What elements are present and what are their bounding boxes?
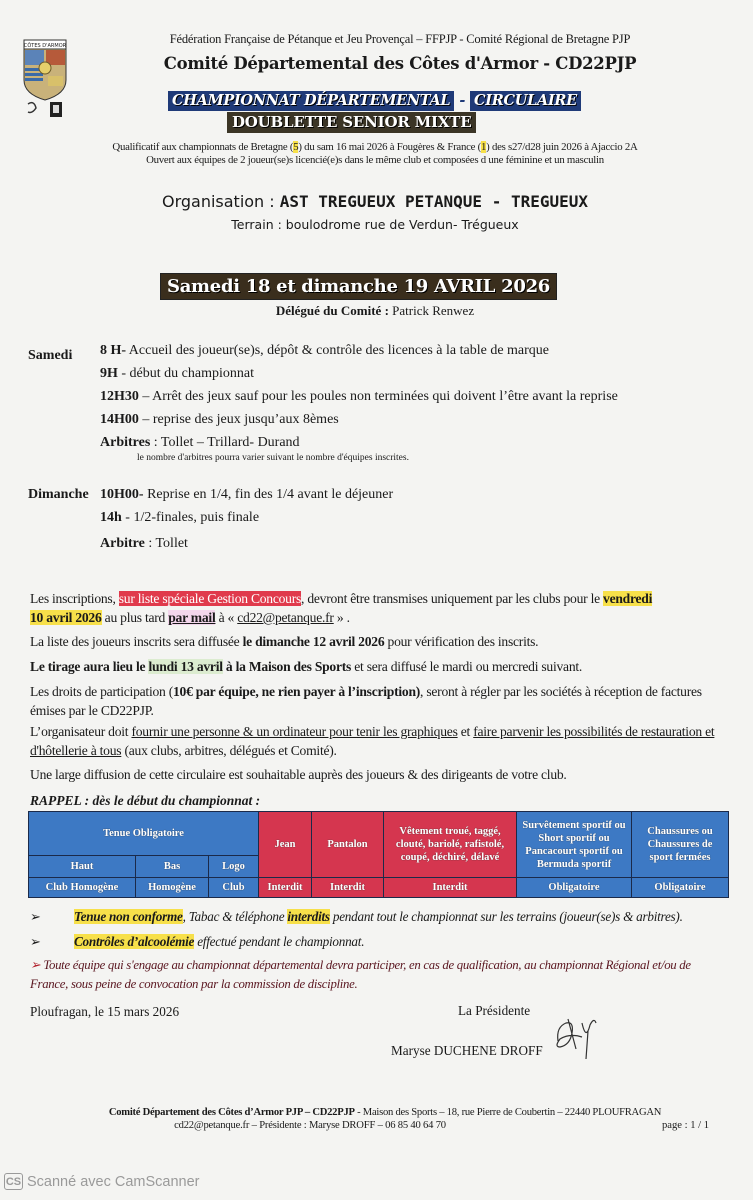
schedule-text: - début du championnat bbox=[117, 366, 254, 381]
schedule-text: Reprise en 1/4, fin des 1/4 avant le déjeuner bbox=[143, 487, 394, 502]
text: » . bbox=[333, 610, 350, 625]
status-jean: Interdit bbox=[259, 878, 312, 898]
signer-title: La Présidente bbox=[458, 1003, 531, 1018]
comite-title: Comité Départemental des Côtes d'Armor - CD22PJP bbox=[163, 54, 637, 73]
sub-header-haut: Haut bbox=[29, 856, 136, 878]
liste-speciale-highlight: sur liste spéciale Gestion Concours bbox=[118, 591, 302, 606]
tirage-location: à la Maison des Sports bbox=[222, 659, 352, 674]
footer-address bbox=[40, 1107, 730, 1118]
schedule-item bbox=[100, 366, 254, 382]
page-number: page : 1 / 1 bbox=[662, 1120, 710, 1131]
bullet-tenue-tabac bbox=[30, 909, 730, 927]
text-underlined: fournir une personne & un ordinateur pour tenir les graphiques bbox=[131, 724, 458, 739]
delegue-sep: : bbox=[381, 303, 393, 318]
text: pour vérification des inscrits. bbox=[384, 634, 539, 649]
interdits-highlight: interdits bbox=[287, 909, 330, 924]
schedule-text: - 1/2-finales, puis finale bbox=[121, 510, 260, 525]
schedule-text: Accueil des joueur(se)s, dépôt & contrôle des licences à la table de marque bbox=[126, 343, 550, 358]
text: Les droits de participation ( bbox=[30, 684, 173, 699]
email-link[interactable]: cd22@petanque.fr bbox=[237, 610, 334, 625]
col-label-vetement: Vêtement troué, taggé, clouté, bariolé, rafistolé, coupé, déchiré, délavé bbox=[384, 812, 517, 878]
schedule-item bbox=[100, 487, 393, 503]
status-pantalon: Interdit bbox=[312, 878, 384, 898]
banner-championnat-label: CHAMPIONNAT DÉPARTEMENTAL bbox=[168, 91, 454, 111]
liste-date: le dimanche 12 avril 2026 bbox=[242, 634, 385, 649]
delegue-name: Patrick Renwez bbox=[392, 303, 475, 318]
organisation-line bbox=[60, 192, 690, 211]
text: , Tabac & téléphone bbox=[182, 909, 288, 924]
arbitre-name: : Tollet bbox=[144, 536, 188, 551]
bullet-alcoolemie bbox=[30, 934, 730, 952]
text-underlined: faire parvenir les possibilités de restauration et d'hôtellerie à tous bbox=[30, 724, 715, 758]
federation-line: Fédération Française de Pétanque et Jeu Provençal – FFPJP - Comité Régional de Bretagne PJP bbox=[169, 32, 631, 46]
text: , seront à régler par les sociétés à réception de factures émises par le CD22PJP. bbox=[30, 684, 702, 718]
paragraph-tirage bbox=[30, 657, 720, 676]
schedule-item bbox=[100, 412, 339, 428]
rappel-title: RAPPEL : dès le début du championnat : bbox=[30, 793, 261, 808]
paragraph-organisateur bbox=[30, 722, 720, 760]
dress-code-table bbox=[28, 811, 729, 898]
delegue-label: Délégué du Comité bbox=[275, 303, 382, 318]
schedule-time: 10H00- bbox=[100, 487, 144, 502]
qualification-line-2: Ouvert aux équipes de 2 joueur(se)s licencié(e)s dans le même club et composées d une féminine et un masculin bbox=[146, 154, 604, 166]
schedule-item bbox=[100, 510, 259, 526]
sub-value-bas: Homogène bbox=[136, 878, 209, 898]
banner-circulaire-label: CIRCULAIRE bbox=[470, 91, 581, 111]
col-label-jean: Jean bbox=[259, 812, 312, 878]
place-date: Ploufragan, le 15 mars 2026 bbox=[30, 1004, 180, 1019]
text: à « bbox=[215, 610, 238, 625]
warning-discipline bbox=[30, 956, 720, 994]
organisation-club: AST TREGUEUX PETANQUE - TREGUEUX bbox=[279, 192, 589, 211]
deadline-day: vendredi bbox=[603, 591, 653, 606]
signature-icon bbox=[552, 1013, 602, 1061]
qualif-text-b: ) du sam 16 mai 2026 à Fougères & France ( bbox=[298, 141, 481, 153]
organisation-label: Organisation : bbox=[161, 192, 280, 211]
status-vetement: Interdit bbox=[384, 878, 517, 898]
paragraph-liste-joueurs bbox=[30, 632, 720, 651]
sub-value-haut: Club Homogène bbox=[29, 878, 136, 898]
text: Le tirage aura lieu le bbox=[30, 659, 149, 674]
status-survetement: Obligatoire bbox=[517, 878, 632, 898]
text: pendant tout le championnat sur les terrains (joueur(se)s & arbitres). bbox=[329, 909, 683, 924]
text: et bbox=[457, 724, 474, 739]
warning-text: Toute équipe qui s'engage au championnat départemental devra participer, en cas de qualification, au championnat Régional et/ou de France, sous peine de convocation par la commission de discipline. bbox=[30, 958, 691, 991]
tenue-obligatoire-header: Tenue Obligatoire bbox=[29, 812, 259, 856]
camscanner-icon: CS bbox=[4, 1173, 23, 1190]
qualif-bretagne-count: 5 bbox=[293, 141, 299, 153]
qualif-text-c: ) des s27/d28 juin 2026 à Ajaccio 2A bbox=[486, 141, 638, 153]
col-label-chaussures: Chaussures ou Chaussures de sport fermées bbox=[632, 812, 729, 878]
footer-contact: cd22@petanque.fr – Présidente : Maryse DROFF – 06 85 40 64 70 bbox=[174, 1120, 446, 1131]
qualification-info bbox=[40, 141, 710, 167]
deadline-date: 10 avril 2026 bbox=[30, 610, 102, 625]
banner-category bbox=[227, 112, 476, 133]
text: au plus tard bbox=[101, 610, 169, 625]
schedule-time: 14H00 bbox=[100, 412, 139, 427]
event-dates: Samedi 18 et dimanche 19 AVRIL 2026 bbox=[160, 273, 557, 300]
text: L’organisateur doit bbox=[30, 724, 132, 739]
schedule-day-samedi: Samedi bbox=[28, 348, 73, 363]
qualif-france-count: 1 bbox=[481, 141, 487, 153]
arbitre-dimanche bbox=[100, 536, 188, 552]
event-dates-banner bbox=[160, 273, 557, 300]
participation-fee: 10€ par équipe, ne rien payer à l’inscription) bbox=[173, 684, 421, 699]
schedule-text: – Arrêt des jeux sauf pour les poules non terminées qui doivent l’être avant la reprise bbox=[138, 389, 618, 404]
schedule-time: 8 H- bbox=[100, 343, 127, 358]
arbitres-label: Arbitres bbox=[100, 435, 151, 450]
tenue-non-conforme: Tenue non conforme bbox=[74, 909, 183, 924]
text: , devront être transmises uniquement par les clubs pour le bbox=[301, 591, 604, 606]
schedule-time: 12H30 bbox=[100, 389, 139, 404]
logo-label: CÔTES D'ARMOR bbox=[23, 43, 67, 49]
arrow-bullet-icon: ➢ bbox=[30, 909, 41, 924]
paragraph-inscriptions bbox=[30, 589, 720, 627]
paragraph-diffusion: Une large diffusion de cette circulaire est souhaitable auprès des joueurs & des dirigeants de votre club. bbox=[30, 767, 567, 782]
tirage-date: lundi 13 avril bbox=[148, 659, 223, 674]
text: (aux clubs, arbitres, délégués et Comité). bbox=[121, 743, 337, 758]
text: La liste des joueurs inscrits sera diffusée bbox=[30, 634, 243, 649]
camscanner-watermark bbox=[4, 1173, 200, 1190]
schedule-time: 14h bbox=[100, 510, 122, 525]
par-mail-label: par mail bbox=[168, 610, 216, 625]
qualification-line-1 bbox=[40, 141, 710, 154]
paragraph-droits bbox=[30, 682, 720, 720]
footer-address-text: - Maison des Sports – 18, rue Pierre de Coubertin – 22440 PLOUFRAGAN bbox=[354, 1107, 662, 1118]
controles-alcoolemie: Contrôles d’alcoolémie bbox=[74, 934, 195, 949]
sub-header-logo: Logo bbox=[209, 856, 259, 878]
sub-header-bas: Bas bbox=[136, 856, 209, 878]
qualif-text-a: Qualificatif aux championnats de Bretagne ( bbox=[112, 141, 294, 153]
terrain-line: Terrain : boulodrome rue de Verdun- Trégueux bbox=[231, 217, 519, 232]
arbitres-note: le nombre d'arbitres pourra varier suivant le nombre d'équipes inscrites. bbox=[137, 453, 409, 463]
arrow-bullet-icon: ➢ bbox=[30, 934, 41, 949]
schedule-item bbox=[100, 343, 549, 359]
sub-value-logo: Club bbox=[209, 878, 259, 898]
schedule-day-dimanche: Dimanche bbox=[28, 487, 89, 502]
schedule-time: 9H bbox=[100, 366, 118, 381]
banner-separator: - bbox=[459, 92, 466, 109]
camscanner-text: Scanné avec CamScanner bbox=[27, 1173, 200, 1190]
col-label-survetement: Survêtement sportif ou Short sportif ou Pancacourt sportif ou Bermuda sportif bbox=[517, 812, 632, 878]
arbitres-samedi bbox=[100, 435, 300, 451]
signer-name: Maryse DUCHENE DROFF bbox=[391, 1043, 543, 1058]
banner-category-label: DOUBLETTE SENIOR MIXTE bbox=[227, 112, 476, 133]
text: effectué pendant le championnat. bbox=[194, 934, 365, 949]
text: Les inscriptions, bbox=[30, 591, 119, 606]
schedule-text: – reprise des jeux jusqu’aux 8èmes bbox=[138, 412, 339, 427]
schedule-item bbox=[100, 389, 618, 405]
col-label-pantalon: Pantalon bbox=[312, 812, 384, 878]
footer-org: Comité Département des Côtes d’Armor PJP – CD22PJP bbox=[108, 1107, 355, 1118]
arbitre-label: Arbitre bbox=[100, 536, 145, 551]
arrow-bullet-icon: ➢ bbox=[30, 958, 41, 972]
banner-championnat bbox=[168, 91, 581, 111]
status-chaussures: Obligatoire bbox=[632, 878, 729, 898]
cotes-darmor-logo bbox=[22, 38, 68, 120]
delegue-line bbox=[60, 303, 690, 319]
arbitres-names: : Tollet – Trillard- Durand bbox=[150, 435, 300, 450]
text: et sera diffusé le mardi ou mercredi suivant. bbox=[351, 659, 583, 674]
